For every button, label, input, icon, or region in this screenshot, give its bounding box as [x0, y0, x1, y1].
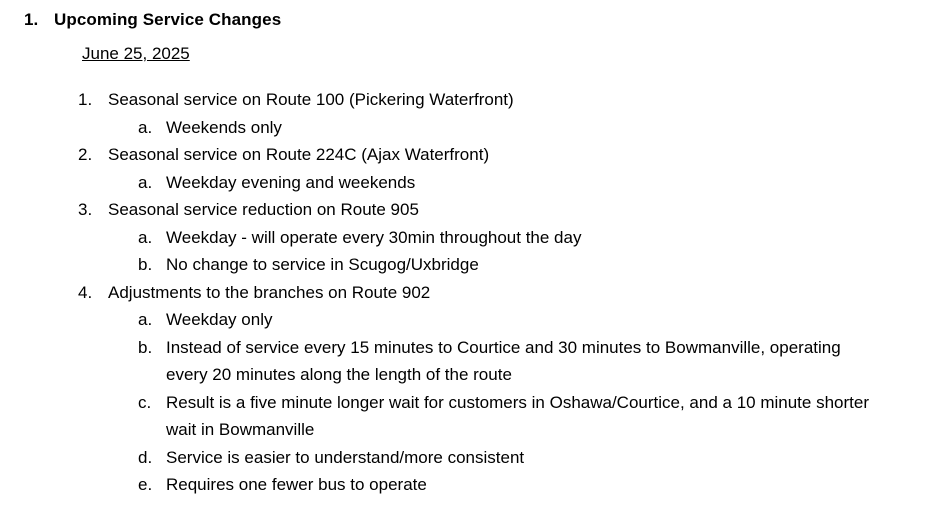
- sub-list: [0, 169, 928, 197]
- sub-list-item-marker: d.: [138, 447, 153, 467]
- sub-list-item-row: [138, 224, 928, 252]
- sub-list-item-row: [138, 169, 928, 197]
- sub-list-item-row: [138, 444, 928, 472]
- sub-list-item-row: [138, 389, 928, 444]
- sub-list-item-text: Weekday only: [166, 310, 273, 329]
- list-item: [0, 444, 928, 472]
- list-item: [0, 196, 928, 279]
- list-item-row: [78, 279, 928, 307]
- sub-list-item-marker: b.: [138, 255, 153, 274]
- document-page: [0, 10, 928, 532]
- list-item: [0, 141, 928, 196]
- sub-list-item-text: Weekday evening and weekends: [166, 172, 416, 192]
- list-item-text: Seasonal service on Route 100 (Pickering Waterfront): [108, 90, 514, 109]
- list-item: [0, 114, 928, 142]
- page-title-number: 1.: [24, 10, 39, 29]
- page-title: [24, 10, 928, 30]
- service-changes-list: [0, 86, 928, 499]
- sub-list-item-text: Service is easier to understand/more consistent: [166, 447, 525, 467]
- sub-list-item-marker: e.: [138, 475, 153, 494]
- list-item-marker: 4.: [78, 282, 93, 302]
- sub-list-item-row: [138, 114, 928, 142]
- list-item: [0, 224, 928, 252]
- sub-list: [0, 306, 928, 499]
- sub-list-item-text: Weekends only: [166, 117, 282, 137]
- sub-list-item-text: Result is a five minute longer wait for customers in Oshawa/Courtice, and a 10 minute shorter wait in Bowmanville: [166, 392, 869, 439]
- sub-list: [0, 114, 928, 142]
- list-item-row: [78, 86, 928, 114]
- date-line: June 25, 2025: [82, 44, 190, 63]
- sub-list-item-row: [138, 251, 928, 279]
- list-item: [0, 334, 928, 389]
- sub-list-item-text: No change to service in Scugog/Uxbridge: [166, 255, 479, 274]
- sub-list-item-marker: c.: [138, 392, 152, 412]
- list-item: [0, 471, 928, 499]
- sub-list-item-marker: a.: [138, 310, 153, 329]
- sub-list-item-text: Weekday - will operate every 30min throughout the day: [166, 227, 582, 247]
- sub-list-item-row: [138, 334, 928, 389]
- sub-list-item-marker: a.: [138, 117, 153, 137]
- list-item: [0, 251, 928, 279]
- list-item: [0, 86, 928, 141]
- sub-list-item-row: [138, 306, 928, 334]
- sub-list-item-marker: a.: [138, 227, 153, 247]
- list-item-text: Seasonal service on Route 224C (Ajax Waterfront): [108, 145, 490, 164]
- sub-list-item-text: Requires one fewer bus to operate: [166, 475, 427, 494]
- list-item: [0, 389, 928, 444]
- page-title-text: Upcoming Service Changes: [54, 10, 282, 29]
- list-item-text: Adjustments to the branches on Route 902: [108, 282, 431, 302]
- sub-list-item-marker: b.: [138, 337, 153, 357]
- sub-list-item-row: [138, 471, 928, 499]
- list-item-marker: 2.: [78, 145, 93, 164]
- list-item: [0, 279, 928, 499]
- list-item-row: [78, 196, 928, 224]
- sub-list-item-text: Instead of service every 15 minutes to Courtice and 30 minutes to Bowmanville, operating every 20 minutes along the length of the route: [166, 337, 841, 384]
- list-item-row: [78, 141, 928, 169]
- list-item-marker: 3.: [78, 200, 93, 219]
- list-item-text: Seasonal service reduction on Route 905: [108, 200, 419, 219]
- list-item: [0, 169, 928, 197]
- date-line-wrapper: [0, 30, 928, 64]
- sub-list: [0, 224, 928, 279]
- list-item-marker: 1.: [78, 90, 93, 109]
- sub-list-item-marker: a.: [138, 172, 153, 192]
- list-item: [0, 306, 928, 334]
